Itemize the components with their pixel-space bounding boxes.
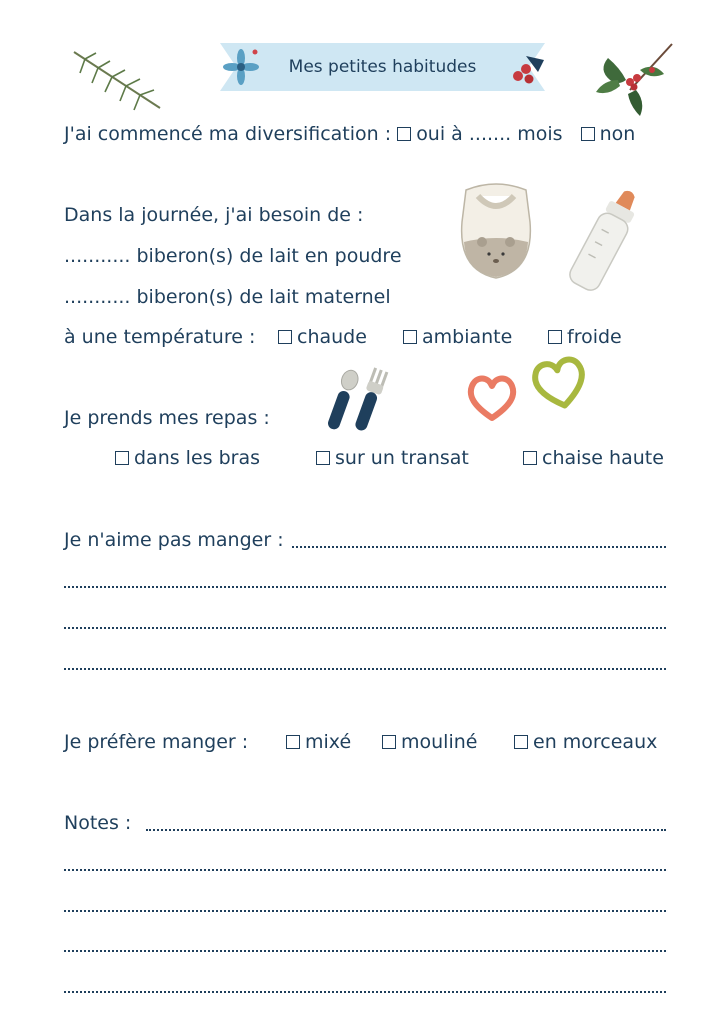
repas-label: Je prends mes repas : [64,407,270,429]
checkbox-icon[interactable] [278,330,292,344]
journee-label: Dans la journée, j'ai besoin de : [64,204,364,226]
repas-option-chaise[interactable]: chaise haute [523,446,664,470]
aime-pas-label: Je n'aime pas manger : [64,529,284,551]
prefere-label: Je préfère manger : [64,731,249,753]
heart-green-icon [530,354,590,412]
temperature-option-chaude[interactable]: chaude [278,325,367,349]
checkbox-icon[interactable] [514,735,528,749]
checkbox-icon[interactable] [286,735,300,749]
checkbox-icon[interactable] [403,330,417,344]
temperature-option-froide[interactable]: froide [548,325,622,349]
baby-bottle-icon [562,184,646,300]
notes-line-5[interactable] [64,991,666,993]
prefere-option-morceaux[interactable]: en morceaux [514,730,657,754]
biberon-maternel-line: ........... biberon(s) de lait maternel [64,286,391,308]
repas-option-transat[interactable]: sur un transat [316,446,469,470]
aime-pas-line-2[interactable] [64,586,666,588]
oui-checkbox[interactable] [397,127,411,141]
checkbox-icon[interactable] [316,451,330,465]
mois-blank: ....... [468,123,512,145]
temperature-label: à une température : [64,326,256,348]
holly-branch-icon [590,40,680,118]
aime-pas-line-3[interactable] [64,627,666,629]
flower-icon [218,44,264,90]
aime-pas-line-4[interactable] [64,668,666,670]
notes-line-1[interactable] [146,829,666,831]
bib-icon [456,182,536,282]
baby-cutlery-icon [318,364,394,438]
diversification-label: J'ai commencé ma diversification : [64,123,392,145]
notes-line-4[interactable] [64,950,666,952]
aime-pas-line-1[interactable] [292,546,666,548]
checkbox-icon[interactable] [382,735,396,749]
non-checkbox[interactable] [581,127,595,141]
prefere-option-mixe[interactable]: mixé [286,730,351,754]
temperature-option-ambiante[interactable]: ambiante [403,325,512,349]
heart-coral-icon [466,372,518,422]
notes-label: Notes : [64,812,132,834]
notes-line-2[interactable] [64,869,666,871]
holly-berries-icon [508,52,548,86]
repas-option-bras[interactable]: dans les bras [115,446,260,470]
checkbox-icon[interactable] [115,451,129,465]
mois-label: mois [517,123,563,145]
non-label: non [599,123,636,145]
checkbox-icon[interactable] [523,451,537,465]
page-title: Mes petites habitudes [288,57,477,77]
diversification-row [64,122,635,146]
biberon-poudre-line: ........... biberon(s) de lait en poudre [64,245,402,267]
prefere-option-mouline[interactable]: mouliné [382,730,477,754]
oui-label: oui à [416,123,463,145]
notes-line-3[interactable] [64,910,666,912]
checkbox-icon[interactable] [548,330,562,344]
pine-branch-icon [70,48,166,114]
